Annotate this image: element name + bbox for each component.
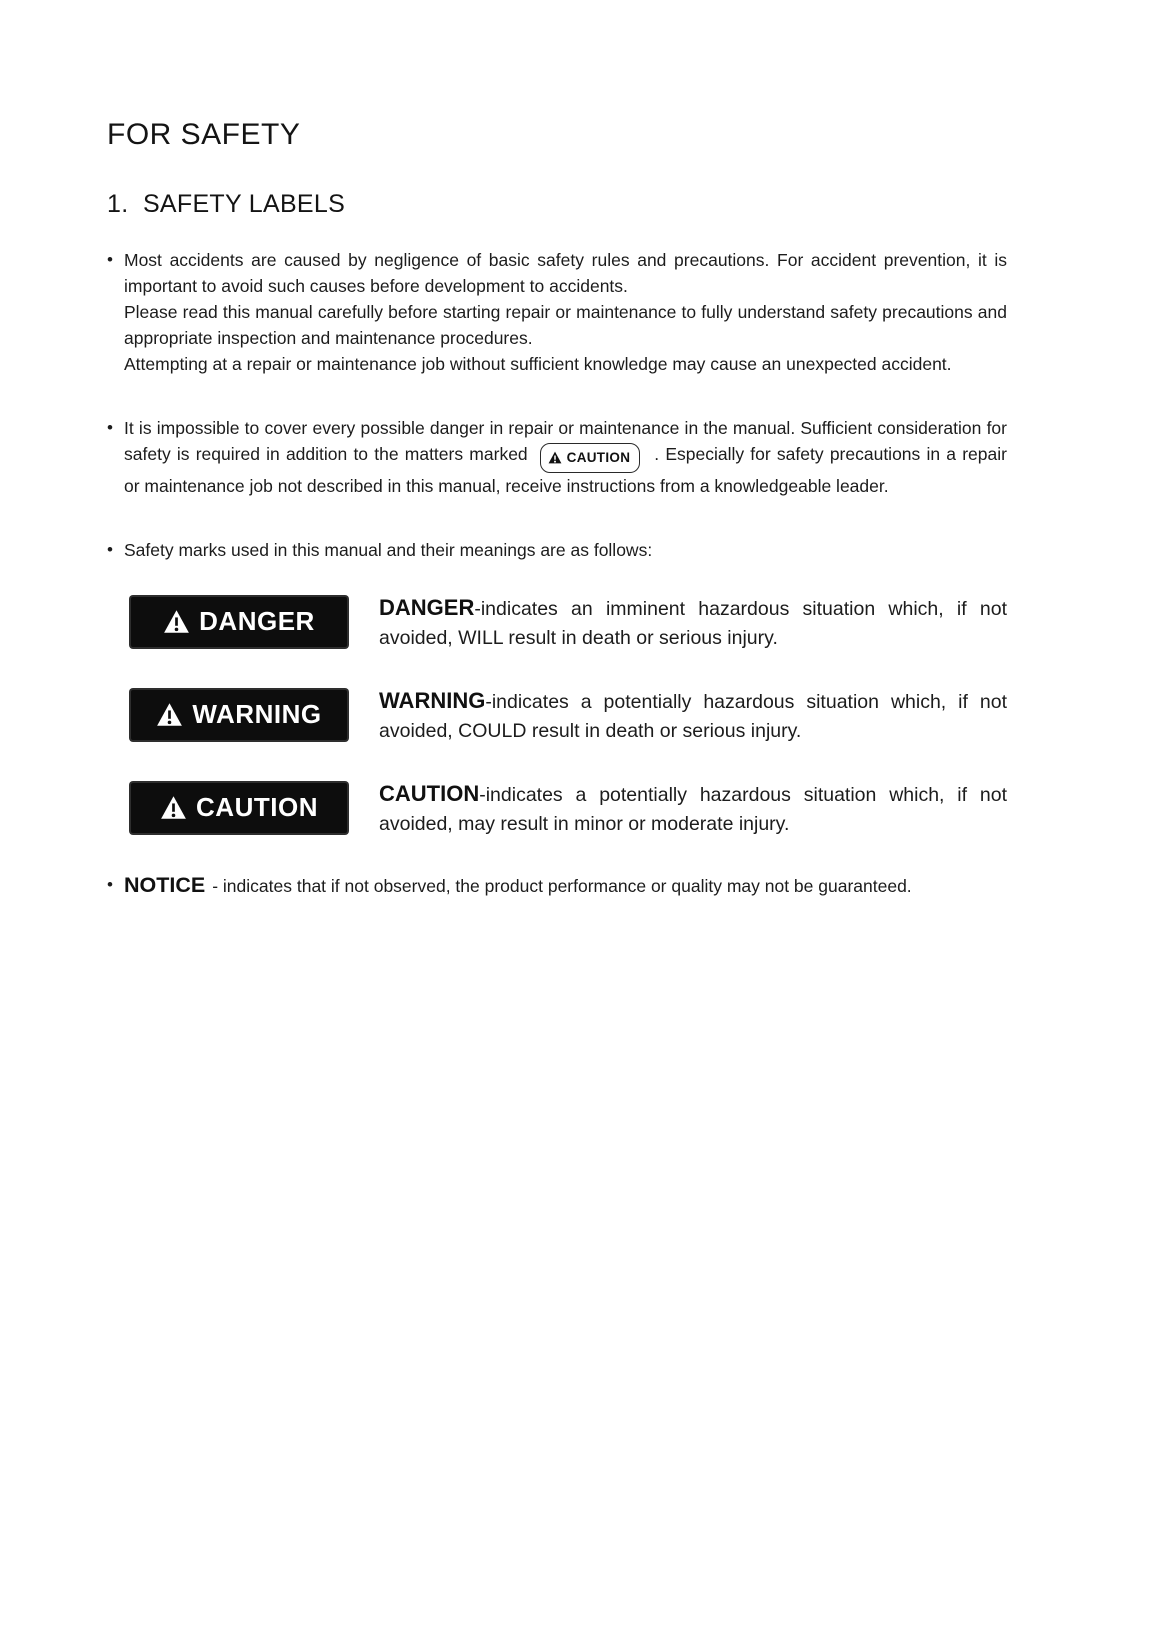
- text-after-chip: . Especially for safety precautions in a repair or maintenance job not described in this manual, receive instructions from a knowledgeable leader.: [124, 444, 1007, 496]
- bullet-notice: [107, 872, 1007, 899]
- page-title: FOR SAFETY: [107, 118, 301, 151]
- bullet-caution-matters: [107, 415, 1007, 499]
- warning-badge: [131, 690, 347, 740]
- safety-mark-row-warning: [131, 686, 1007, 746]
- badge-label: DANGER: [199, 606, 315, 636]
- mark-description: [379, 779, 1007, 839]
- notice-paragraph: [124, 872, 1007, 899]
- paragraph: Most accidents are caused by negligence of basic safety rules and precautions. For accident prevention, it is important to avoid such causes before development to accidents.: [124, 250, 1007, 296]
- mark-term: CAUTION: [379, 780, 480, 806]
- inline-caution-chip: [540, 443, 641, 473]
- mark-text: -indicates a potentially hazardous situation which, if not avoided, COULD result in death or serious injury.: [379, 690, 1007, 742]
- paragraph: Safety marks used in this manual and their meanings are as follows:: [124, 539, 653, 560]
- notice-text: - indicates that if not observed, the product performance or quality may not be guaranteed.: [212, 875, 912, 896]
- danger-badge: [131, 597, 347, 647]
- mark-text: -indicates an imminent hazardous situation which, if not avoided, WILL result in death or serious injury.: [379, 597, 1007, 649]
- paragraph: Attempting at a repair or maintenance job without sufficient knowledge may cause an unexpected accident.: [124, 354, 952, 374]
- paragraph: Please read this manual carefully before starting repair or maintenance to fully understand safety precautions and appropriate inspection and maintenance procedures.: [124, 302, 1007, 348]
- inline-caution-label: CAUTION: [566, 449, 631, 465]
- warning-triangle-icon: [163, 609, 190, 634]
- paragraph-with-chip: [124, 415, 1007, 499]
- caution-badge: [131, 783, 347, 833]
- text-before-chip: It is impossible to cover every possible danger in repair or maintenance in the manual. Sufficient consideration for safety is required in addition to the matters marked: [124, 418, 1007, 464]
- mark-text: -indicates a potentially hazardous situation which, if not avoided, may result in minor or moderate injury.: [379, 783, 1007, 835]
- bullet-marker: •: [107, 418, 113, 437]
- badge-label: CAUTION: [196, 792, 318, 822]
- mark-description: [379, 686, 1007, 746]
- section-heading: 1. SAFETY LABELS: [107, 190, 346, 218]
- warning-triangle-icon: [160, 795, 187, 820]
- notice-term: NOTICE: [124, 872, 206, 897]
- bullet-content: [124, 872, 1007, 899]
- safety-marks-list: [131, 593, 1007, 839]
- badge-label: WARNING: [192, 699, 322, 729]
- safety-mark-row-caution: [131, 779, 1007, 839]
- mark-term: WARNING: [379, 687, 486, 713]
- bullet-safety-marks-intro: [107, 537, 1007, 563]
- bullet-marker: •: [107, 250, 113, 269]
- bullet-content: [124, 247, 1007, 377]
- safety-mark-row-danger: [131, 593, 1007, 653]
- bullet-content: [124, 415, 1007, 499]
- bullet-marker: •: [107, 539, 113, 559]
- mark-description: [379, 593, 1007, 653]
- bullet-accident-prevention: [107, 247, 1007, 377]
- warning-triangle-icon: [156, 702, 183, 727]
- bullet-marker: •: [107, 874, 113, 894]
- bullet-content: [124, 537, 1007, 563]
- warning-triangle-icon: [548, 451, 562, 464]
- mark-term: DANGER: [379, 594, 475, 620]
